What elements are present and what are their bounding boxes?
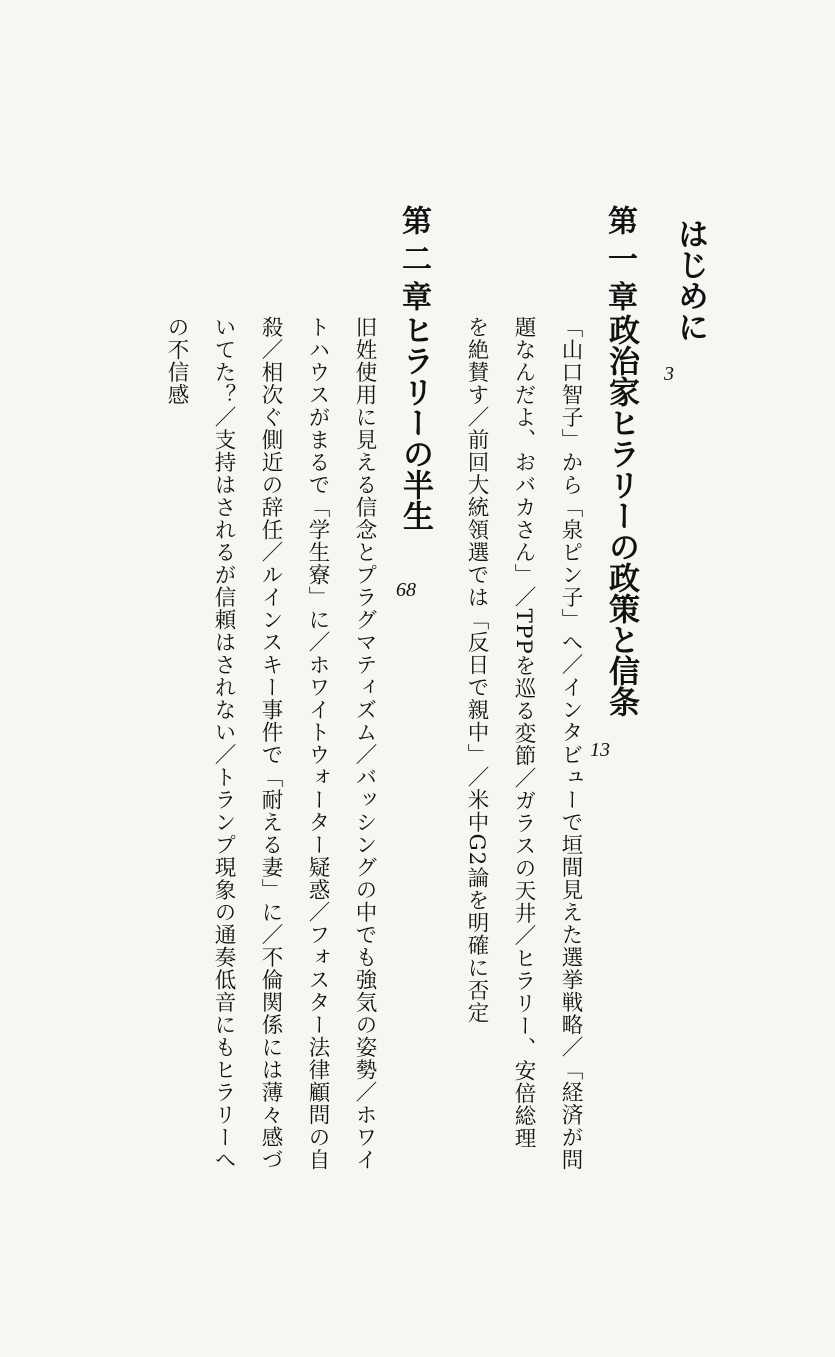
chapter2-desc-line-2: トハウスがまるで「学生寮」に／ホワイトウォーター疑惑／フォスター法律顧問の自 xyxy=(305,316,330,1171)
chapter2-page-number: 68 xyxy=(396,579,416,601)
intro-page-number: 3 xyxy=(664,363,674,385)
chapter1-page-number: 13 xyxy=(590,739,610,761)
chapter2-desc-line-3: 殺／相次ぐ側近の辞任／ルインスキー事件で「耐える妻」に／不倫関係には薄々感づ xyxy=(258,316,283,1171)
chapter1-desc-line-3: を絶賛す／前回大統領選では「反日で親中」／米中G2論を明確に否定 xyxy=(464,316,489,1024)
chapter2-title: ヒラリーの半生 xyxy=(397,314,433,531)
chapter2-desc-line-1: 旧姓使用に見える信念とプラグマティズム／バッシングの中でも強気の姿勢／ホワイ xyxy=(352,316,377,1171)
chapter1-title: 政治家ヒラリーの政策と信条 xyxy=(603,314,639,717)
chapter2-desc-line-5: の不信感 xyxy=(164,316,189,406)
chapter1-desc-line-1: 「山口智子」から「泉ピン子」へ／インタビューで垣間見えた選挙戦略／「経済が問 xyxy=(558,316,583,1171)
chapter2-desc-line-4: いてた？／支持はされるが信頼はされない／トランプ現象の通奏低音にもヒラリーへ xyxy=(211,316,236,1171)
chapter1-label: 第一章 xyxy=(602,205,637,319)
chapter1-desc-line-2: 題なんだよ、おバカさん」／TPPを巡る変節／ガラスの天井／ヒラリー、安倍総理 xyxy=(511,316,536,1150)
intro-title: はじめに xyxy=(672,218,708,342)
chapter2-label: 第二章 xyxy=(396,205,431,319)
